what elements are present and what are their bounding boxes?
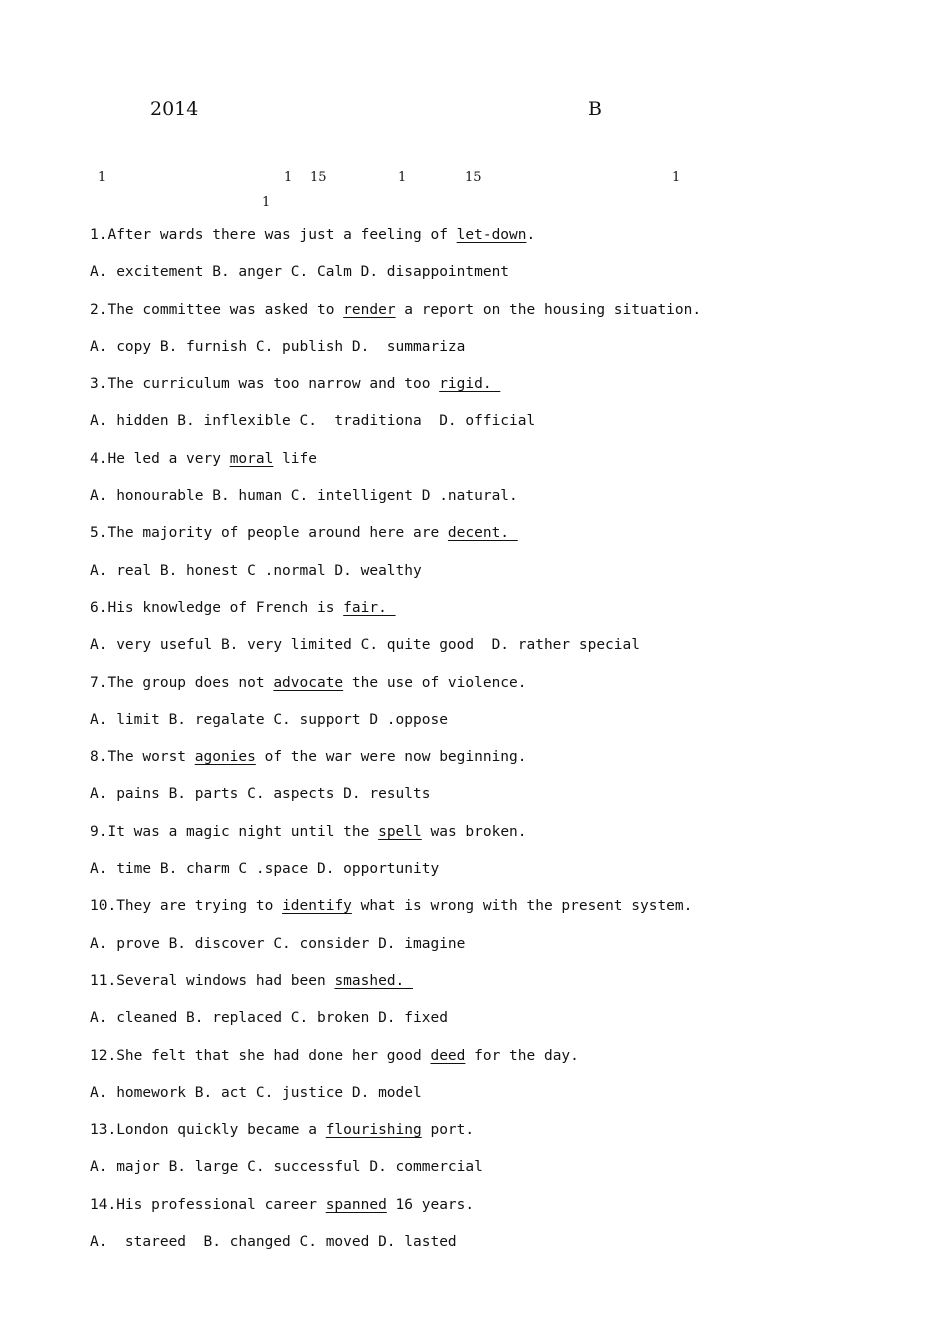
question-text: 1.After wards there was just a feeling of: [90, 227, 457, 243]
instr-seg: 1: [398, 170, 407, 185]
question-text: 12.She felt that she had done her good: [90, 1047, 431, 1064]
question-text: 4.He led a very: [90, 450, 230, 467]
question-text: 11.Several windows had been: [90, 972, 335, 989]
target-word: fair.: [343, 599, 396, 616]
question-text: what is wrong with the present system.: [351, 898, 693, 915]
exam-subtitle: B: [588, 98, 602, 120]
target-word: agonies: [194, 749, 256, 766]
question-text: 13.London quickly became a: [90, 1122, 326, 1139]
options-10: A. prove B. discover C. consider D. imagine: [90, 935, 466, 952]
question-text: 10.They are trying to: [90, 898, 283, 915]
instr-seg: 1: [672, 170, 681, 185]
target-word: spanned: [325, 1196, 387, 1213]
question-text: 3.The curriculum was too narrow and too: [90, 376, 440, 393]
question-11: [90, 972, 870, 1009]
options-13: A. major B. large C. successful D. commercial: [90, 1159, 483, 1176]
options-11: A. cleaned B. replaced C. broken D. fixed: [90, 1010, 448, 1027]
target-word: advocate: [273, 674, 344, 691]
target-word: rigid.: [439, 376, 501, 393]
options-7: A. limit B. regalate C. support D .oppose: [90, 711, 448, 728]
question-text: 9.It was a magic night until the: [90, 823, 379, 840]
question-text: 6.His knowledge of French is: [90, 599, 344, 616]
question-6: [90, 599, 870, 636]
question-text: 7.The group does not: [90, 674, 274, 691]
instr-seg: 1: [98, 170, 107, 185]
options-9: A. time B. charm C .space D. opportunity: [90, 861, 440, 878]
question-2: [90, 301, 870, 338]
question-text: 14.His professional career: [90, 1196, 326, 1213]
options-1: A. excitement B. anger C. Calm D. disappointment: [90, 264, 510, 281]
target-word: moral: [229, 450, 274, 467]
target-word: render: [343, 301, 396, 318]
question-5: [90, 524, 870, 561]
question-13: [90, 1121, 870, 1158]
question-text: a report on the housing situation.: [395, 301, 702, 318]
question-text: life: [273, 450, 317, 467]
question-text: port.: [421, 1122, 475, 1139]
target-word: flourishing: [325, 1122, 422, 1139]
question-text: for the day.: [465, 1047, 579, 1064]
question-text: 16 years.: [386, 1196, 475, 1213]
question-text: was broken.: [421, 823, 527, 840]
target-word: let-down: [456, 227, 527, 243]
question-text: the use of violence.: [343, 674, 527, 691]
question-1: [90, 226, 870, 263]
instr-seg: 15: [310, 170, 327, 185]
target-word: decent.: [447, 525, 518, 542]
question-text: 2.The committee was asked to: [90, 301, 344, 318]
question-14: [90, 1196, 870, 1233]
target-word: deed: [430, 1047, 466, 1064]
target-word: identify: [282, 898, 352, 915]
question-4: [90, 450, 870, 487]
target-word: smashed.: [334, 972, 414, 989]
question-text: 5.The majority of people around here are: [90, 525, 448, 542]
exam-title: 2014: [150, 98, 199, 120]
question-text: .: [526, 227, 536, 243]
question-7: [90, 674, 870, 711]
question-10: [90, 897, 870, 934]
options-12: A. homework B. act C. justice D. model: [90, 1084, 422, 1101]
question-text: 8.The worst: [90, 749, 195, 766]
options-6: A. very useful B. very limited C. quite good D. rather special: [90, 637, 640, 654]
question-text: of the war were now beginning.: [255, 749, 527, 766]
options-2: A. copy B. furnish C. publish D. summariza: [90, 338, 466, 355]
options-5: A. real B. honest C .normal D. wealthy: [90, 562, 422, 579]
target-word: spell: [378, 823, 422, 840]
options-4: A. honourable B. human C. intelligent D .natural.: [90, 488, 518, 505]
question-list: [90, 226, 870, 1270]
options-8: A. pains B. parts C. aspects D. results: [90, 786, 431, 803]
question-3: [90, 375, 870, 412]
question-12: [90, 1047, 870, 1084]
options-14: A. stareed B. changed C. moved D. lasted: [90, 1234, 457, 1251]
question-8: [90, 748, 870, 785]
instr-seg: 15: [465, 170, 482, 185]
question-9: [90, 823, 870, 860]
instr-seg: 1: [262, 195, 271, 210]
instr-seg: 1: [284, 170, 293, 185]
options-3: A. hidden B. inflexible C. traditiona D. official: [90, 413, 536, 430]
